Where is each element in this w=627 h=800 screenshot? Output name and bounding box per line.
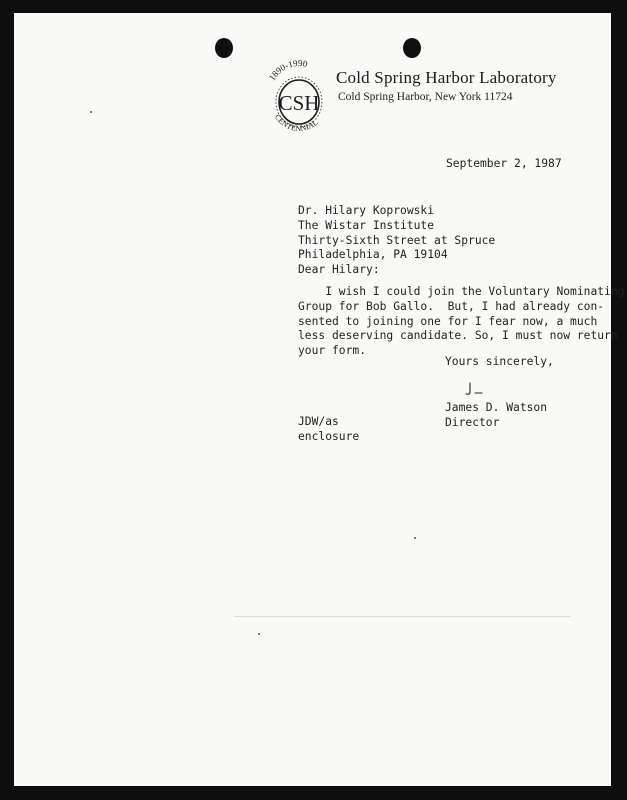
recipient-line: Philadelphia, PA 19104 <box>298 248 448 262</box>
body-line: I wish I could join the Voluntary Nominating <box>298 285 625 298</box>
recipient-line: The Wistar Institute <box>298 218 435 232</box>
paper-speck <box>90 111 92 113</box>
svg-text:1890-1990: 1890-1990 <box>266 58 309 83</box>
seal-center-text: CSH <box>278 91 320 115</box>
recipient-line: Dr. Hilary Koprowski <box>298 204 435 217</box>
recipient-address <box>298 204 495 263</box>
paper-speck <box>414 537 416 539</box>
closing: Yours sincerely, <box>445 355 554 368</box>
punch-hole-left <box>215 38 233 58</box>
lab-name: Cold Spring Harbor Laboratory <box>336 68 557 87</box>
svg-text:CENTENNIAL: CENTENNIAL <box>272 112 320 134</box>
body-line: Group for Bob Gallo. But, I had already con- <box>298 299 605 313</box>
letter-page <box>14 13 625 786</box>
letter-body <box>298 285 624 359</box>
lab-address: Cold Spring Harbor, New York 11724 <box>338 91 513 103</box>
signature-block <box>445 401 547 431</box>
body-line: less deserving candidate. So, I must now return <box>298 329 618 343</box>
signer-title: Director <box>445 415 500 429</box>
handwritten-signature <box>462 381 492 397</box>
letter-date: September 2, 1987 <box>446 157 562 170</box>
paper-speck <box>258 633 260 635</box>
centennial-seal-logo <box>261 58 337 144</box>
body-line: your form. <box>298 344 367 358</box>
salutation: Dear Hilary: <box>298 263 380 276</box>
signer-name: James D. Watson <box>445 401 548 414</box>
faint-rule-line <box>234 616 571 617</box>
body-line: sented to joining one for I fear now, a much <box>298 314 598 328</box>
reference-block <box>298 415 359 445</box>
recipient-line: Thirty-Sixth Street at Spruce <box>298 233 496 247</box>
reference-initials: JDW/as <box>298 415 339 428</box>
enclosure-note: enclosure <box>298 429 360 443</box>
punch-hole-right <box>403 38 421 58</box>
